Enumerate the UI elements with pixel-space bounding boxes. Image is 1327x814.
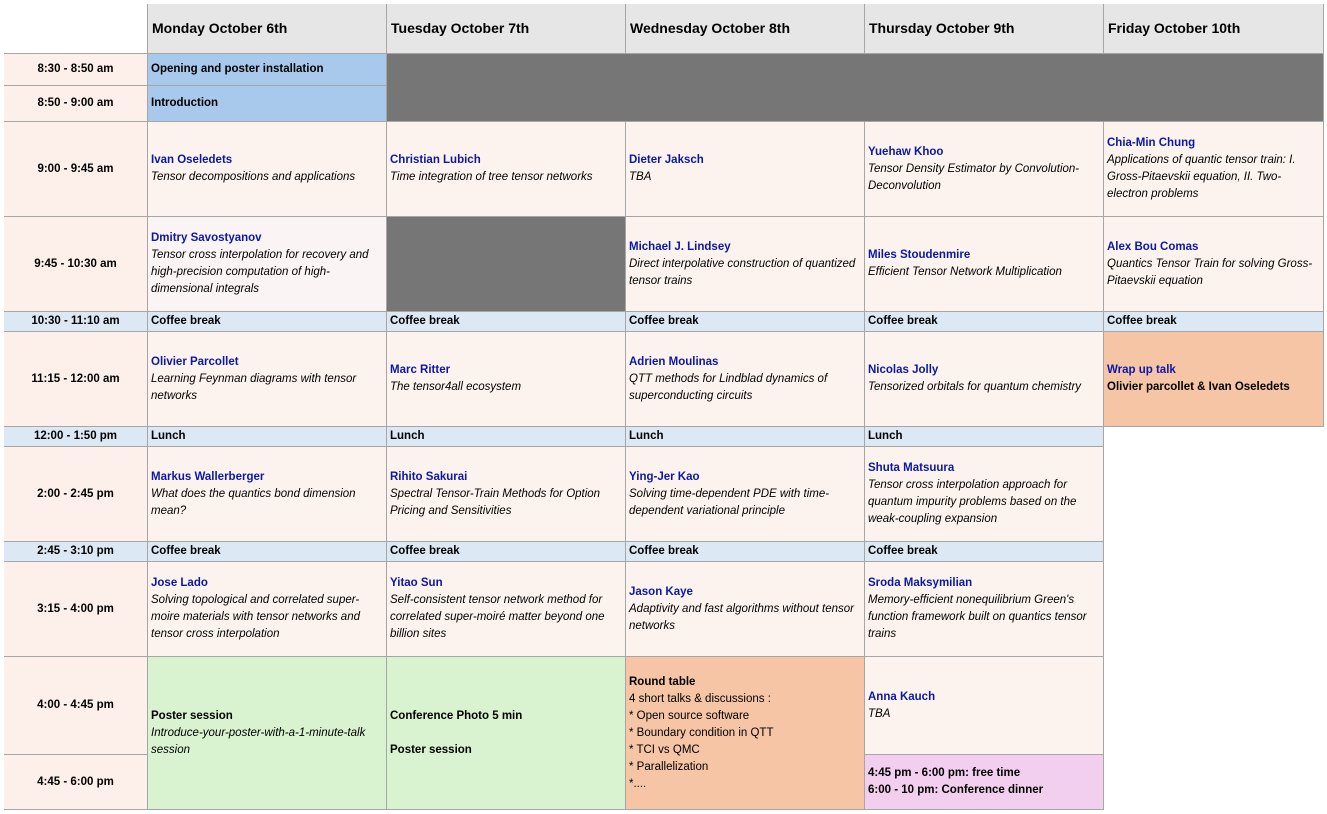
introduction-cell[interactable]: Introduction [148, 86, 387, 122]
time-slot-200[interactable]: 2:00 - 2:45 pm [4, 447, 148, 542]
talk-cell-thu-200[interactable] [865, 447, 1104, 542]
talk-cell-mon-315[interactable] [148, 562, 387, 657]
corner-cell[interactable] [4, 4, 148, 54]
lunch-thu[interactable]: Lunch [865, 427, 1104, 447]
talk-cell-mon-1115[interactable] [148, 332, 387, 427]
poster-session-desc: Introduce-your-poster-with-a-1-minute-talk session [151, 726, 366, 756]
talk-cell-wed-200[interactable] [626, 447, 865, 542]
round-table-intro: 4 short talks & discussions : [629, 692, 771, 705]
speaker-name: Ying-Jer Kao [629, 470, 700, 483]
free-time-line: 4:45 pm - 6:00 pm: free time [868, 767, 1021, 779]
opening-cell[interactable]: Opening and poster installation [148, 54, 387, 86]
talk-title: Efficient Tensor Network Multiplication [868, 266, 1062, 278]
speaker-name: Rihito Sakurai [390, 470, 468, 483]
header-friday[interactable]: Friday October 10th [1104, 4, 1324, 54]
round-table-item: * Parallelization [629, 760, 709, 773]
speaker-name: Marc Ritter [390, 364, 451, 376]
lunch-wed[interactable]: Lunch [626, 427, 865, 447]
speaker-name: Sroda Maksymilian [868, 577, 973, 589]
poster-session-mon[interactable] [148, 657, 387, 810]
talk-title: Tensor cross interpolation approach for quantum impurity problems based on the weak-coupling expansion [868, 479, 1077, 525]
talk-cell-tue-1115[interactable] [387, 332, 626, 427]
speaker-name: Shuta Matsuura [868, 462, 955, 474]
talk-title: Applications of quantic tensor train: I. Gross-Pitaevskii equation, II. Two-electron problems [1107, 154, 1296, 200]
time-slot-400[interactable]: 4:00 - 4:45 pm [4, 657, 148, 755]
talk-cell-mon-200[interactable] [148, 447, 387, 542]
speaker-name: Alex Bou Comas [1107, 240, 1199, 253]
talk-cell-wed-315[interactable] [626, 562, 865, 657]
lunch-tue[interactable]: Lunch [387, 427, 626, 447]
talk-title: What does the quantics bond dimension mean? [151, 487, 356, 517]
talk-title: Quantics Tensor Train for solving Gross-Pitaevskii equation [1107, 257, 1313, 287]
talk-cell-thu-400[interactable] [865, 657, 1104, 755]
speaker-name: Adrien Moulinas [629, 355, 719, 368]
round-table-label: Round table [629, 675, 696, 688]
talk-title: Memory-efficient nonequilibrium Green's function framework built on quantics tensor trains [868, 594, 1087, 640]
empty-block-morning [387, 54, 1324, 122]
talk-title: Solving topological and correlated super-moire materials with tensor networks and tensor cross interpolation [151, 594, 360, 640]
speaker-name: Christian Lubich [390, 154, 481, 166]
speaker-name: Jose Lado [151, 577, 208, 589]
talk-title: Tensor cross interpolation for recovery and high-precision computation of high-dimensional integrals [151, 249, 369, 295]
coffee-break-tue-pm[interactable]: Coffee break [387, 542, 626, 562]
time-slot-1030[interactable]: 10:30 - 11:10 am [4, 312, 148, 332]
round-table-item: *.... [629, 777, 647, 790]
talk-title: Tensorized orbitals for quantum chemistry [868, 381, 1082, 393]
talk-title: TBA [868, 707, 891, 720]
speaker-name: Dmitry Savostyanov [151, 232, 262, 244]
talk-cell-thu-945[interactable] [865, 217, 1104, 312]
header-monday[interactable]: Monday October 6th [148, 4, 387, 54]
evening-program-cell[interactable] [865, 755, 1104, 810]
talk-title: TBA [629, 171, 652, 183]
round-table-cell[interactable] [626, 657, 865, 810]
talk-title: Time integration of tree tensor networks [390, 171, 593, 183]
talk-cell-mon-900[interactable] [148, 122, 387, 217]
speaker-name: Dieter Jaksch [629, 154, 704, 166]
talk-cell-tue-315[interactable] [387, 562, 626, 657]
wrap-up-speakers: Olivier parcollet & Ivan Oseledets [1107, 381, 1290, 393]
speaker-name: Anna Kauch [868, 690, 936, 703]
time-slot-315[interactable]: 3:15 - 4:00 pm [4, 562, 148, 657]
wrap-up-label: Wrap up talk [1107, 364, 1176, 376]
coffee-break-wed-pm[interactable]: Coffee break [626, 542, 865, 562]
conference-dinner-line: 6:00 - 10 pm: Conference dinner [868, 784, 1044, 796]
talk-title: Tensor Density Estimator by Convolution-Deconvolution [868, 162, 1080, 192]
talk-title: Direct interpolative construction of quantized tensor trains [629, 257, 856, 287]
speaker-name: Olivier Parcollet [151, 355, 239, 368]
talk-cell-mon-945[interactable] [148, 217, 387, 312]
time-slot-245[interactable]: 2:45 - 3:10 pm [4, 542, 148, 562]
talk-cell-tue-900[interactable] [387, 122, 626, 217]
round-table-item: * TCI vs QMC [629, 743, 700, 756]
coffee-break-mon-pm[interactable]: Coffee break [148, 542, 387, 562]
poster-session-label: Poster session [151, 709, 233, 722]
empty-cell-tue-945 [387, 217, 626, 312]
talk-title: Tensor decompositions and applications [151, 171, 356, 183]
talk-title: QTT methods for Lindblad dynamics of superconducting circuits [629, 372, 828, 402]
talk-cell-wed-900[interactable] [626, 122, 865, 217]
time-slot-1115[interactable]: 11:15 - 12:00 am [4, 332, 148, 427]
time-slot-945[interactable]: 9:45 - 10:30 am [4, 217, 148, 312]
talk-cell-thu-315[interactable] [865, 562, 1104, 657]
coffee-break-thu-am[interactable]: Coffee break [865, 312, 1104, 332]
conference-photo-label: Conference Photo 5 min [390, 709, 523, 722]
speaker-name: Chia-Min Chung [1107, 137, 1196, 149]
talk-cell-wed-945[interactable] [626, 217, 865, 312]
talk-cell-fri-945[interactable] [1104, 217, 1324, 312]
talk-cell-tue-200[interactable] [387, 447, 626, 542]
coffee-break-tue-am[interactable]: Coffee break [387, 312, 626, 332]
talk-cell-fri-900[interactable] [1104, 122, 1324, 217]
speaker-name: Michael J. Lindsey [629, 240, 731, 253]
talk-cell-thu-1115[interactable] [865, 332, 1104, 427]
speaker-name: Miles Stoudenmire [868, 249, 971, 261]
talk-title: Self-consistent tensor network method for correlated super-moiré matter beyond one billion sites [390, 594, 605, 640]
lunch-mon[interactable]: Lunch [148, 427, 387, 447]
talk-title: Solving time-dependent PDE with time-dependent variational principle [629, 487, 830, 517]
wrap-up-talk-cell[interactable] [1104, 332, 1324, 427]
time-slot-1200[interactable]: 12:00 - 1:50 pm [4, 427, 148, 447]
talk-title: Learning Feynman diagrams with tensor networks [151, 372, 357, 402]
poster-session-label: Poster session [390, 743, 472, 756]
speaker-name: Ivan Oseledets [151, 154, 233, 166]
talk-cell-thu-900[interactable] [865, 122, 1104, 217]
round-table-item: * Open source software [629, 709, 750, 722]
spacer [390, 725, 622, 742]
time-slot-850[interactable]: 8:50 - 9:00 am [4, 86, 148, 122]
coffee-break-mon-am[interactable]: Coffee break [148, 312, 387, 332]
speaker-name: Markus Wallerberger [151, 470, 265, 483]
coffee-break-thu-pm[interactable]: Coffee break [865, 542, 1104, 562]
talk-title: Spectral Tensor-Train Methods for Option Pricing and Sensitivities [390, 487, 601, 517]
talk-cell-wed-1115[interactable] [626, 332, 865, 427]
speaker-name: Yuehaw Khoo [868, 145, 944, 158]
speaker-name: Jason Kaye [629, 585, 693, 598]
header-wednesday[interactable]: Wednesday October 8th [626, 4, 865, 54]
time-slot-900[interactable]: 9:00 - 9:45 am [4, 122, 148, 217]
speaker-name: Yitao Sun [390, 577, 443, 589]
talk-title: The tensor4all ecosystem [390, 381, 522, 393]
header-thursday[interactable]: Thursday October 9th [865, 4, 1104, 54]
talk-title: Adaptivity and fast algorithms without tensor networks [629, 602, 855, 632]
coffee-break-wed-am[interactable]: Coffee break [626, 312, 865, 332]
time-slot-445[interactable]: 4:45 - 6:00 pm [4, 755, 148, 810]
round-table-item: * Boundary condition in QTT [629, 726, 774, 739]
speaker-name: Nicolas Jolly [868, 364, 939, 376]
header-tuesday[interactable]: Tuesday October 7th [387, 4, 626, 54]
tue-afternoon-cell[interactable] [387, 657, 626, 810]
coffee-break-fri-am[interactable]: Coffee break [1104, 312, 1324, 332]
time-slot-830[interactable]: 8:30 - 8:50 am [4, 54, 148, 86]
